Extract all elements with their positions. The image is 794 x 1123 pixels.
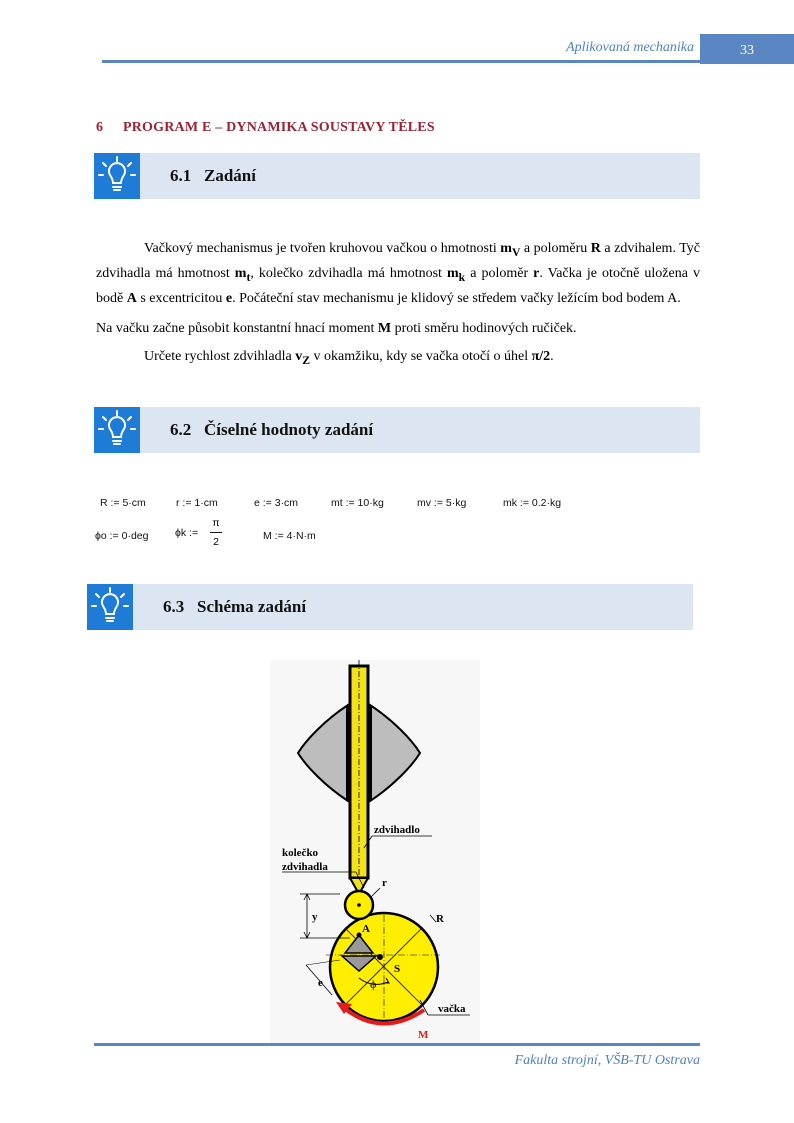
label-e: e bbox=[318, 977, 323, 989]
text-run: , kolečko zdvihadla má hmotnost bbox=[250, 265, 447, 281]
lightbulb-icon bbox=[87, 584, 133, 630]
task-paragraph bbox=[96, 238, 700, 309]
text-run: Určete rychlost zdvihladla bbox=[144, 349, 296, 364]
text-run: a poloměru bbox=[520, 241, 591, 256]
text-run: . Vačka je otočně uložena v bodě bbox=[96, 265, 700, 306]
label-phi: ϕ bbox=[370, 977, 377, 991]
left-guide bbox=[298, 705, 348, 801]
fraction-bar bbox=[210, 532, 222, 533]
symbol-e: e bbox=[225, 290, 233, 306]
text-run: proti směru hodinových ručiček. bbox=[391, 321, 577, 336]
text-run: . Počáteční stav mechanismu je klidový se středem vačky ležícím bod bodem A. bbox=[232, 290, 681, 306]
text-run: s excentricitou bbox=[136, 290, 226, 306]
lightbulb-icon bbox=[94, 407, 140, 453]
value-phio: ϕo := 0·deg bbox=[95, 530, 149, 542]
value-mv: mv := 5·kg bbox=[417, 497, 467, 509]
value-mk: mk := 0.2·kg bbox=[503, 497, 562, 509]
section-number: 6.2 bbox=[170, 420, 192, 439]
label-zdvihadlo: zdvihadlo bbox=[374, 824, 420, 836]
section-number: 6.3 bbox=[163, 597, 185, 616]
footer-rule bbox=[94, 1043, 700, 1046]
value-R: R := 5·cm bbox=[100, 497, 146, 509]
text-run: Vačkový mechanismus je tvořen kruhovou vačkou o hmotnosti bbox=[144, 241, 501, 256]
symbol-vz: $v_Z$ bbox=[295, 349, 310, 367]
header-rule bbox=[102, 60, 700, 63]
section-heading-6-1 bbox=[94, 153, 700, 199]
right-guide bbox=[370, 705, 420, 801]
label-zdvihadla: zdvihadla bbox=[282, 861, 328, 873]
moment-paragraph bbox=[96, 318, 700, 339]
cam-mechanism-figure bbox=[270, 660, 480, 1045]
value-mt: mt := 10·kg bbox=[331, 497, 384, 509]
footer-text: Fakulta strojní, VŠB-TU Ostrava bbox=[514, 1053, 700, 1068]
section-heading-6-3 bbox=[87, 584, 693, 630]
value-phik: ϕk := bbox=[175, 527, 199, 539]
text-run: a zdvihalem. Tyč zdvihadla má hmotnost bbox=[96, 241, 700, 281]
label-y: y bbox=[312, 911, 318, 923]
text-run: Na vačku začne působit konstantní hnací moment bbox=[96, 321, 378, 336]
text-run: . bbox=[550, 349, 554, 364]
symbol-M: M bbox=[377, 321, 392, 336]
lightbulb-icon bbox=[94, 153, 140, 199]
label-R: R bbox=[436, 913, 444, 925]
symbol-A: A bbox=[126, 290, 137, 306]
section-number: 6.1 bbox=[170, 166, 192, 185]
label-r: r bbox=[382, 877, 387, 889]
label-M: M bbox=[418, 1029, 429, 1041]
symbol-mt: $m_t$ bbox=[234, 265, 251, 284]
chapter-number: 6 bbox=[96, 120, 104, 135]
value-r: r := 1·cm bbox=[176, 497, 218, 509]
symbol-angle: π/2 bbox=[531, 349, 551, 364]
section-title: Schéma zadání bbox=[197, 597, 307, 616]
value-M: M := 4·N·m bbox=[263, 530, 316, 542]
label-kolecko: kolečko bbox=[282, 847, 319, 859]
label-S: S bbox=[394, 963, 401, 975]
running-header-title: Aplikovaná mechanika bbox=[566, 40, 694, 55]
symbol-mk: $m_k$ bbox=[447, 265, 466, 284]
text-run: v okamžiku, kdy se vačka otočí o úhel bbox=[310, 349, 532, 364]
value-e: e := 3·cm bbox=[254, 497, 299, 509]
section-title: Číselné hodnoty zadání bbox=[204, 420, 374, 439]
page-number: 33 bbox=[700, 34, 794, 64]
question-paragraph bbox=[96, 346, 700, 371]
fraction-numerator: π bbox=[212, 517, 220, 529]
chapter-heading bbox=[96, 120, 435, 136]
fraction-denominator: 2 bbox=[213, 536, 219, 548]
label-A: A bbox=[362, 923, 370, 935]
chapter-title: PROGRAM E – DYNAMIKA SOUSTAVY TĚLES bbox=[123, 120, 435, 135]
symbol-r: r bbox=[533, 265, 540, 281]
section-heading-6-2 bbox=[94, 407, 700, 453]
section-title: Zadání bbox=[204, 166, 256, 185]
label-vacka: vačka bbox=[438, 1003, 466, 1015]
symbol-mv: $m_V$ bbox=[500, 241, 521, 259]
text-run: a poloměr bbox=[465, 265, 534, 281]
symbol-R: R bbox=[590, 241, 601, 256]
